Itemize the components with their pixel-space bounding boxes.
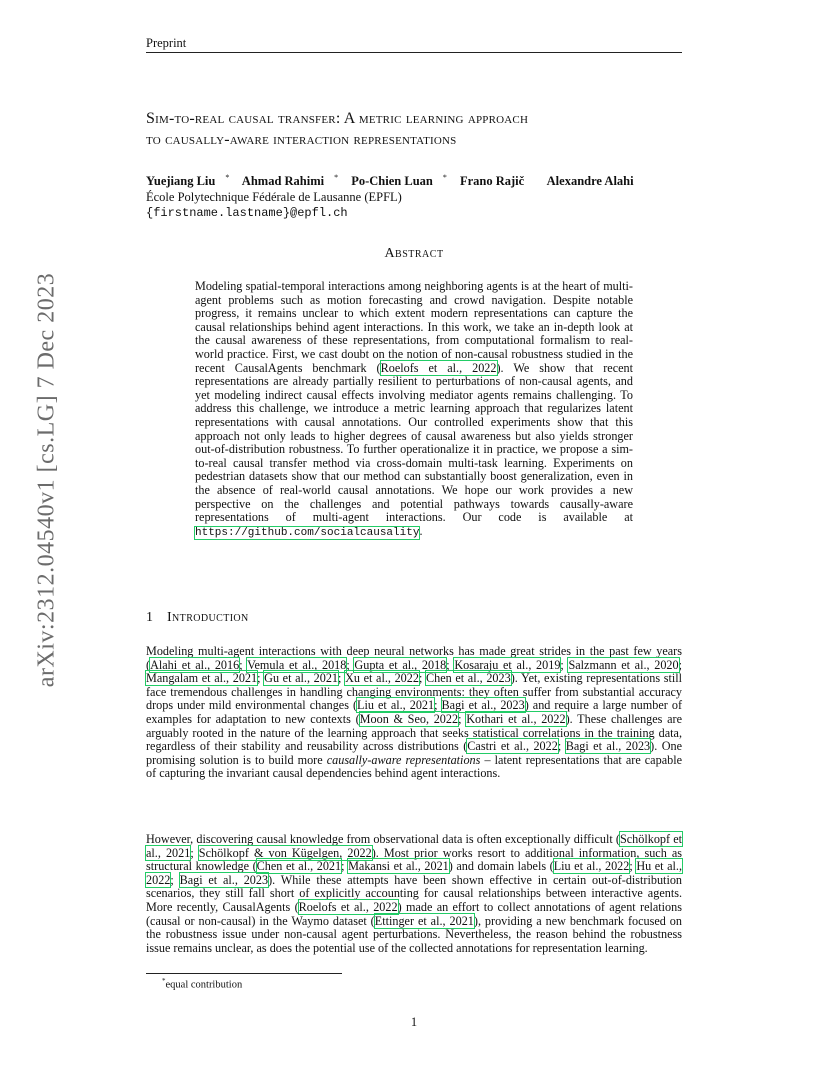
abstract-body: Modeling spatial-temporal interactions among neighboring agents is at the heart of multi-agent problems such as motion forecasting and crowd navigation. Despite notable progress, it remains unclear to which extent modern representations can capture the causal relationships behind agent interactions. In this work, we take an in-depth look at the causal awareness of these representations, from computational formalism to real-world practice. First, we cast doubt on the notion of non-causal robustness studied in the recent CausalAgents benchmark (Roelofs et al., 2022). We show that recent representations are already partially resilient to perturbations of non-causal agents, and yet modeling indirect causal effects involving mediator agents remains challenging. To address this challenge, we introduce a metric learning approach that regularizes latent representations with causal annotations. Our controlled experiments show that this approach not only leads to higher degrees of causal awareness but also yields stronger out-of-distribution robustness. To further operationalize it in practice, we propose a sim-to-real causal transfer method via cross-domain multi-task learning. Experiments on pedestrian datasets show that our method can substantially boost generalization, even in the absence of real-world causal annotations. We hope our work provides a new perspective on the challenges and potential pathways towards causally-aware representations of multi-agent interactions. Our code is available at https://github.com/socialcausality.	[195, 279, 633, 539]
author: Yuejiang Liu *	[146, 173, 230, 189]
citation-link[interactable]: Roelofs et al., 2022	[298, 899, 398, 914]
citation-link[interactable]: Castri et al., 2022	[467, 739, 558, 754]
intro-paragraph-1: Modeling multi-agent interactions with deep neural networks has made great strides in the past few years (Alahi et al., 2016; Vemula et al., 2018; Gupta et al., 2018; Kosaraju et al., 2019; Salzmann et al., 2020; Mangalam et al., 2021; Gu et al., 2021; Xu et al., 2022; Chen et al., 2023). Yet, existing representations still face tremendous challenges in handling changing environments: they often suffer from substantial accuracy drops under mild environmental changes (Liu et al., 2021; Bagi et al., 2023) and require a large number of examples for adaptation to new contexts (Moon & Seo, 2022; Kothari et al., 2022). These challenges are arguably rooted in the nature of the learning approach that seeks statistical correlations in the training data, regardless of their stability and reusability across distributions (Castri et al., 2022; Bagi et al., 2023). One promising solution is to build more causally-aware representations – latent representations that are capable of capturing the invariant causal dependencies behind agent interactions.	[146, 644, 683, 781]
code-url-link[interactable]: https://github.com/socialcausality	[195, 526, 420, 539]
section-number: 1	[146, 610, 153, 625]
author: Alexandre Alahi	[546, 174, 634, 189]
footnote: *equal contribution	[162, 977, 243, 991]
intro-paragraph-2: However, discovering causal knowledge from observational data is often exceptionally difficult (Schölkopf et al., 2021; Schölkopf & von Kügelgen, 2022). Most prior works resort to additional information, such as structural knowledge (Chen et al., 2021; Makansi et al., 2021) and domain labels (Liu et al., 2022; Hu et al., 2022; Bagi et al., 2023). While these attempts have been shown effective in certain out-of-distribution scenarios, they still fall short of explicitly accounting for causal relationships between interactive agents. More recently, CausalAgents (Roelofs et al., 2022) made an effort to collect annotations of agent relations (causal or non-causal) in the Waymo dataset (Ettinger et al., 2021), providing a new benchmark focused on the robustness issue under non-causal agent perturbations. Nevertheless, the reason behind the robustness issue remains unclear, as does the potential use of the collected annotations for representation learning.	[146, 832, 683, 955]
citation-link[interactable]: Kothari et al., 2022	[466, 711, 566, 726]
running-head: Preprint	[146, 36, 187, 50]
section-heading	[146, 610, 249, 626]
citation-link[interactable]: Chen et al., 2021	[256, 859, 342, 874]
citation-link[interactable]: Xu et al., 2022	[345, 671, 419, 686]
citation-link[interactable]: Liu et al., 2021	[357, 698, 435, 713]
citation-link[interactable]: Roelofs et al., 2022	[380, 360, 497, 375]
author: Ahmad Rahimi *	[241, 173, 339, 189]
citation-link[interactable]: Hu et al., 2022	[146, 859, 683, 887]
citation-link[interactable]: Bagi et al., 2023	[179, 872, 269, 887]
citation-link[interactable]: Salzmann et al., 2020	[568, 657, 679, 672]
citation-link[interactable]: Bagi et al., 2023	[441, 698, 525, 713]
title-line-2: to causally-aware interaction representations	[146, 131, 457, 148]
author-list	[146, 173, 654, 189]
citation-link[interactable]: Mangalam et al., 2021	[146, 671, 258, 686]
abstract-heading: Abstract	[384, 246, 444, 261]
author: Po-Chien Luan *	[351, 173, 447, 189]
citation-link[interactable]: Gupta et al., 2018	[354, 657, 447, 672]
email: {firstname.lastname}@epfl.ch	[146, 206, 348, 220]
footnote-rule	[146, 973, 342, 974]
citation-link[interactable]: Vemula et al., 2018	[247, 657, 347, 672]
citation-link[interactable]: Schölkopf & von Kügelgen, 2022	[198, 845, 372, 860]
emphasis: causally-aware representations	[326, 752, 481, 767]
affiliation: École Polytechnique Fédérale de Lausanne (EPFL)	[146, 190, 402, 204]
citation-link[interactable]: Ettinger et al., 2021	[374, 913, 474, 928]
citation-link[interactable]: Gu et al., 2021	[264, 671, 339, 686]
arxiv-stamp: arXiv:2312.04540v1 [cs.LG] 7 Dec 2023	[33, 272, 60, 688]
citation-link[interactable]: Bagi et al., 2023	[565, 739, 651, 754]
title-line-1: Sim-to-real causal transfer: A metric learning approach	[146, 110, 529, 127]
citation-link[interactable]: Schölkopf et al., 2021	[146, 832, 682, 860]
citation-link[interactable]: Moon & Seo, 2022	[359, 711, 459, 726]
section-title: Introduction	[167, 610, 249, 625]
citation-link[interactable]: Kosaraju et al., 2019	[454, 657, 561, 672]
citation-link[interactable]: Makansi et al., 2021	[348, 859, 449, 874]
page-number: 1	[410, 1015, 418, 1029]
citation-link[interactable]: Liu et al., 2022	[553, 859, 630, 874]
author: Frano Rajič	[459, 174, 525, 189]
citation-link[interactable]: Chen et al., 2023	[425, 671, 511, 686]
header-rule	[146, 52, 682, 53]
citation-link[interactable]: Alahi et al., 2016	[150, 657, 240, 672]
paper-title	[146, 108, 706, 150]
